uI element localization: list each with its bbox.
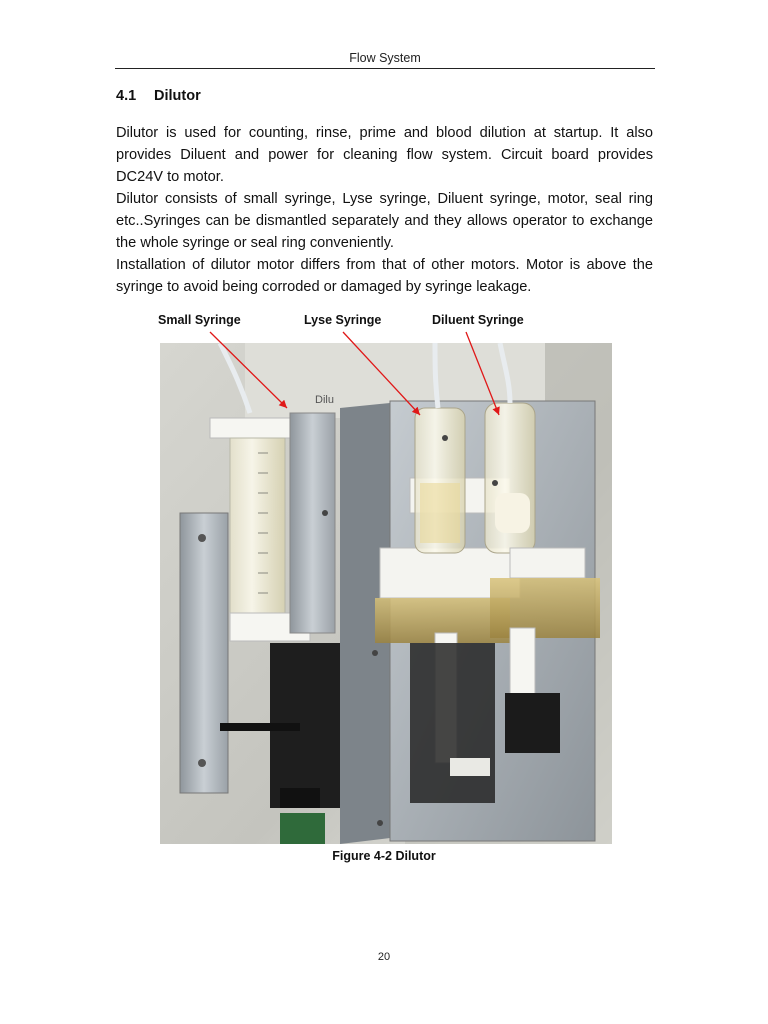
callout-diluent-syringe: Diluent Syringe xyxy=(432,313,524,327)
figure-caption: Figure 4-2 Dilutor xyxy=(332,849,436,863)
running-header-title: Flow System xyxy=(349,51,421,65)
body-text xyxy=(116,122,653,298)
section-number: 4.1 xyxy=(116,88,137,104)
paragraph-components: Dilutor consists of small syringe, Lyse syringe, Diluent syringe, motor, seal ring etc..Syringes can be dismantled separately and they allows operator to exchange the whole syringe or seal ring conveniently. xyxy=(116,191,653,251)
header-divider xyxy=(115,68,655,69)
callout-lyse-syringe: Lyse Syringe xyxy=(304,313,382,327)
page-number: 20 xyxy=(377,951,391,963)
section-title: Dilutor xyxy=(154,88,201,104)
dilutor-photo xyxy=(160,343,612,844)
panel-label: Dilu xyxy=(315,394,334,406)
paragraph-installation: Installation of dilutor motor differs from that of other motors. Motor is above the syringe to avoid being corroded or damaged by syringe leakage. xyxy=(116,257,653,295)
paragraph-purpose: Dilutor is used for counting, rinse, prime and blood dilution at startup. It also provides Diluent and power for cleaning flow system. Circuit board provides DC24V to motor. xyxy=(116,125,653,185)
callout-small-syringe: Small Syringe xyxy=(158,313,241,327)
section-heading xyxy=(116,88,201,104)
